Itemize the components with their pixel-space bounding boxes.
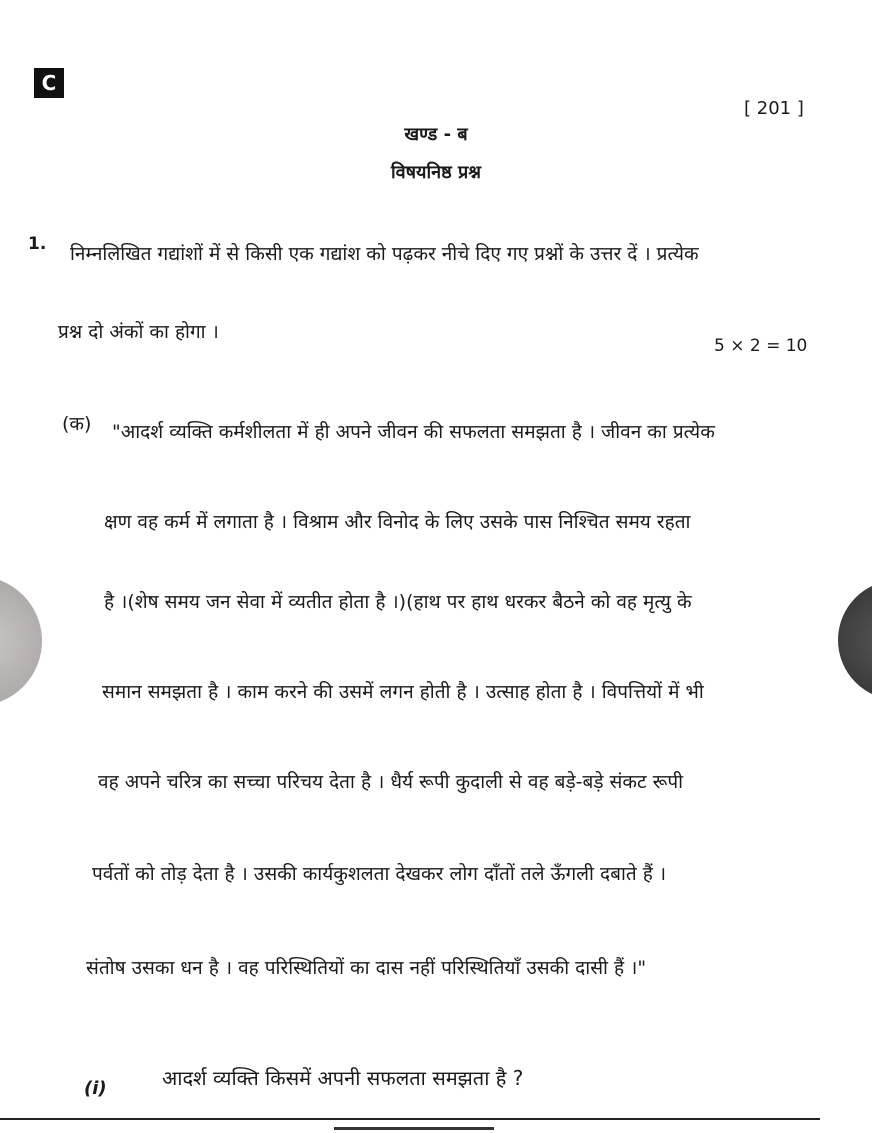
passage-label: (क) — [62, 413, 92, 435]
marks-scheme: 5 × 2 = 10 — [714, 336, 808, 356]
passage-line-5: वह अपने चरित्र का सच्चा परिचय देता है । धैर्य रूपी कुदाली से वह बड़े-बड़े संकट रूपी — [98, 771, 684, 793]
passage-line-6: पर्वतों को तोड़ देता है । उसकी कार्यकुशलता देखकर लोग दाँतों तले ऊँगली दबाते हैं । — [92, 863, 667, 885]
instruction-line-1: निम्नलिखित गद्यांशों में से किसी एक गद्यांश को पढ़कर नीचे दिए गए प्रश्नों के उत्तर दें । प्रत्येक — [70, 243, 699, 265]
paper-code: [ 201 ] — [744, 98, 804, 119]
passage-line-7: संतोष उसका धन है । वह परिस्थितियों का दास नहीं परिस्थितियाँ उसकी दासी हैं ।" — [86, 957, 647, 979]
passage-line-2: क्षण वह कर्म में लगाता है । विश्राम और विनोद के लिए उसके पास निश्चित समय रहता — [104, 511, 691, 533]
binder-hole-left — [0, 576, 42, 706]
question-number: 1. — [28, 234, 47, 254]
passage-line-4: समान समझता है । काम करने की उसमें लगन होती है । उत्साह होता है । विपत्तियों में भी — [102, 681, 704, 703]
binder-hole-right — [838, 580, 872, 700]
sub-question-text: आदर्श व्यक्ति किसमें अपनी सफलता समझता है ? — [162, 1066, 524, 1090]
sub-question-number: (i) — [84, 1078, 107, 1099]
instruction-line-2: प्रश्न दो अंकों का होगा । — [58, 321, 219, 343]
bottom-rule-fragment — [334, 1127, 494, 1130]
passage-line-1: "आदर्श व्यक्ति कर्मशीलता में ही अपने जीवन की सफलता समझता है । जीवन का प्रत्येक — [112, 421, 715, 443]
section-subtitle: विषयनिष्ठ प्रश्न — [390, 162, 481, 183]
set-badge: C — [34, 68, 64, 98]
bottom-rule — [0, 1118, 820, 1120]
passage-line-3: है ।(शेष समय जन सेवा में व्यतीत होता है ।)(हाथ पर हाथ धरकर बैठने को वह मृत्यु के — [104, 591, 692, 613]
section-title: खण्ड - ब — [404, 124, 468, 145]
